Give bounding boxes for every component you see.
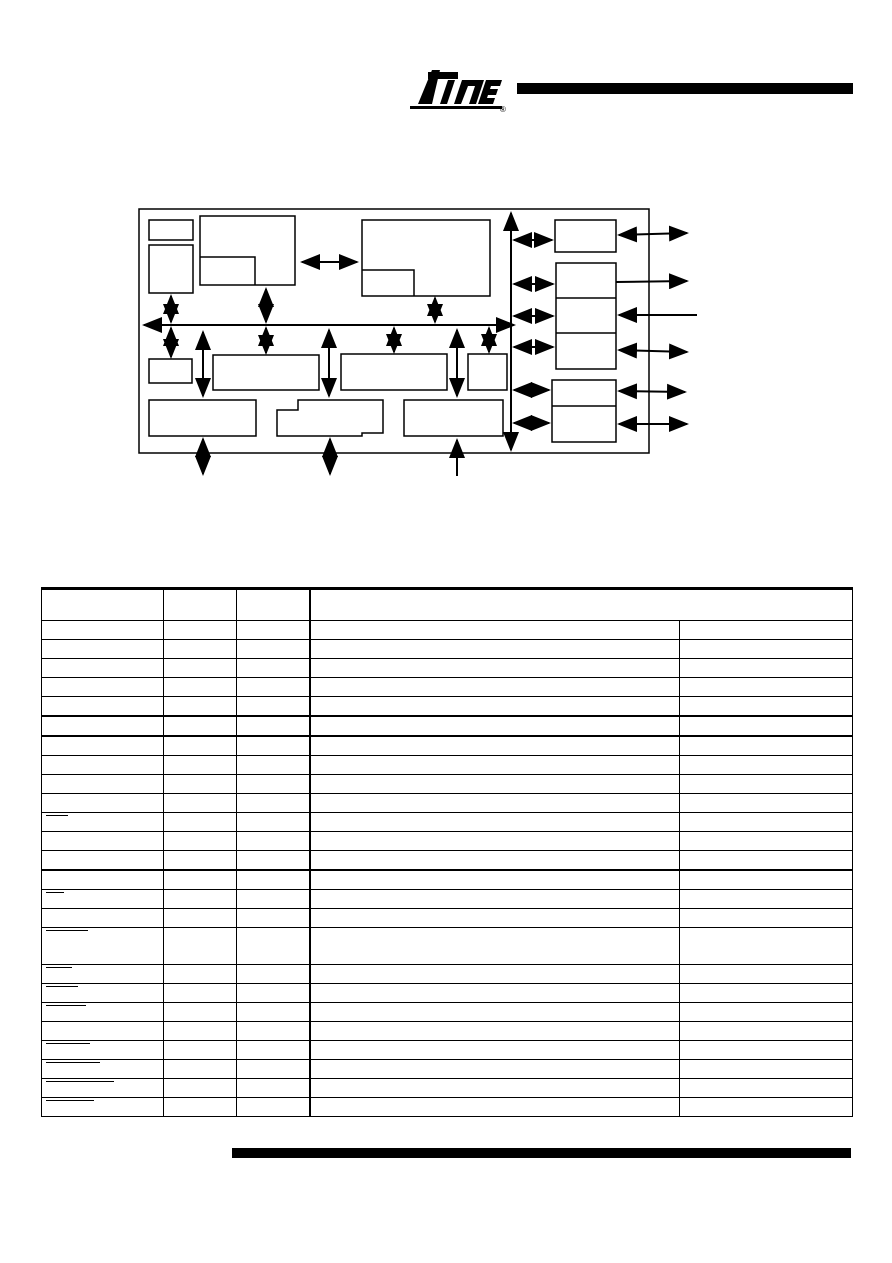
table-cell [237,678,310,697]
signal-cell [42,928,164,965]
table-cell [164,756,237,775]
signal-cell [42,984,164,1003]
active-low-overbar [46,892,64,899]
table-cell [680,1098,853,1117]
table-cell [680,813,853,832]
description-cell [310,1098,680,1117]
signal-cell [42,697,164,717]
block-periph-2 [556,263,616,369]
table-cell [237,965,310,984]
table-header-row [42,589,853,621]
table-cell [164,697,237,717]
table-cell [164,1003,237,1022]
active-low-overbar [46,1081,114,1088]
description-cell [310,621,680,640]
signal-cell [42,813,164,832]
table-cell [237,794,310,813]
table-cell [237,1098,310,1117]
table-cell [680,928,853,965]
block-bottom-1 [149,400,256,436]
table-cell [164,909,237,928]
header-col3 [237,589,310,621]
table-row [42,909,853,928]
description-cell [310,813,680,832]
block-small-top [149,220,193,240]
description-cell [310,928,680,965]
table-cell [680,756,853,775]
table-row [42,1003,853,1022]
signal-cell [42,1041,164,1060]
table-row [42,678,853,697]
table-cell [237,832,310,851]
table-cell [164,984,237,1003]
table-cell [237,928,310,965]
signal-cell [42,1003,164,1022]
table-cell [680,775,853,794]
active-low-overbar [46,1005,86,1012]
table-row [42,659,853,678]
table-cell [680,736,853,756]
table-cell [164,736,237,756]
signal-cell [42,1098,164,1117]
table-cell [680,621,853,640]
table-cell [680,1003,853,1022]
table-cell [164,1060,237,1079]
table-cell [237,697,310,717]
table-cell [680,794,853,813]
signal-cell [42,890,164,909]
description-cell [310,1041,680,1060]
signal-cell [42,678,164,697]
signal-cell [42,832,164,851]
table-row [42,1079,853,1098]
pin-description-table [41,587,853,1117]
block-periph-3 [552,380,616,442]
description-cell [310,678,680,697]
description-cell [310,756,680,775]
block-mid-right [468,354,507,390]
table-cell [164,794,237,813]
signal-cell [42,775,164,794]
table-cell [237,659,310,678]
table-row [42,621,853,640]
table-cell [164,678,237,697]
description-cell [310,716,680,736]
block-bottom-3 [404,400,503,436]
active-low-overbar [46,1100,94,1107]
header-col2 [164,589,237,621]
table-cell [164,775,237,794]
table-cell [237,909,310,928]
block-diagram [0,0,892,500]
table-cell [680,965,853,984]
table-cell [237,640,310,659]
table-cell [164,640,237,659]
registered-mark: ® [500,105,506,114]
table-cell [680,678,853,697]
header-signal [42,589,164,621]
block-mid-small [149,359,192,383]
table-cell [237,775,310,794]
table-row [42,1041,853,1060]
table-cell [237,1041,310,1060]
table-row [42,890,853,909]
table-row [42,965,853,984]
table-cell [237,716,310,736]
active-low-overbar [46,1062,100,1069]
table-row [42,697,853,717]
signal-cell [42,1079,164,1098]
table-cell [164,832,237,851]
description-cell [310,1079,680,1098]
table-cell [237,870,310,890]
table-cell [680,851,853,871]
table-cell [237,890,310,909]
description-cell [310,659,680,678]
table-cell [680,1060,853,1079]
header-description [310,589,853,621]
table-cell [164,1041,237,1060]
block-bottom-2 [277,400,383,436]
table-row [42,1060,853,1079]
description-cell [310,775,680,794]
table-row [42,775,853,794]
table-row [42,984,853,1003]
table-cell [680,697,853,717]
table-cell [680,890,853,909]
table-row [42,851,853,871]
signal-cell [42,640,164,659]
table-cell [680,1079,853,1098]
table-row [42,640,853,659]
description-cell [310,909,680,928]
table-cell [680,640,853,659]
table-row [42,1098,853,1117]
table-cell [164,928,237,965]
table-cell [680,716,853,736]
table-cell [164,716,237,736]
description-cell [310,1060,680,1079]
table-cell [237,813,310,832]
table-row [42,1022,853,1041]
signal-cell [42,851,164,871]
table-row [42,928,853,965]
table-cell [237,984,310,1003]
table-cell [164,965,237,984]
block-memory-2-inner [362,270,414,296]
description-cell [310,851,680,871]
block-cpu-left [149,245,193,293]
table-cell [237,1003,310,1022]
block-mid-2 [341,354,447,390]
description-cell [310,736,680,756]
table-cell [164,659,237,678]
table-cell [237,1079,310,1098]
table-cell [680,659,853,678]
signal-cell [42,794,164,813]
table-cell [680,1022,853,1041]
block-memory-2 [362,220,490,296]
signal-cell [42,736,164,756]
active-low-overbar [46,967,72,974]
signal-cell [42,1060,164,1079]
signal-cell [42,716,164,736]
description-cell [310,984,680,1003]
description-cell [310,965,680,984]
signal-cell [42,659,164,678]
description-cell [310,832,680,851]
table-row [42,813,853,832]
signal-cell [42,870,164,890]
block-memory-1-inner [200,257,255,285]
table-cell [237,756,310,775]
block-periph-1 [555,220,616,252]
table-cell [164,890,237,909]
description-cell [310,697,680,717]
table-cell [164,813,237,832]
table-cell [164,1022,237,1041]
signal-cell [42,909,164,928]
block-memory-1 [200,216,295,285]
table-cell [237,1022,310,1041]
table-cell [680,1041,853,1060]
description-cell [310,640,680,659]
active-low-overbar [46,930,88,937]
table-cell [237,851,310,871]
description-cell [310,890,680,909]
active-low-overbar [46,815,68,822]
description-cell [310,870,680,890]
table-cell [680,909,853,928]
signal-cell [42,621,164,640]
table-cell [237,621,310,640]
table-cell [164,621,237,640]
active-low-overbar [46,1043,90,1050]
table-cell [680,984,853,1003]
table-cell [164,851,237,871]
table-cell [237,736,310,756]
signal-cell [42,965,164,984]
table-cell [680,870,853,890]
table-row [42,794,853,813]
table-cell [164,870,237,890]
description-cell [310,1003,680,1022]
description-cell [310,794,680,813]
footer-rule [232,1148,851,1158]
active-low-overbar [46,986,78,993]
block-mid-1 [213,355,319,390]
signal-cell [42,756,164,775]
table-cell [237,1060,310,1079]
signal-cell [42,1022,164,1041]
table-row [42,832,853,851]
table-cell [164,1079,237,1098]
table-cell [680,832,853,851]
table-cell [164,1098,237,1117]
table-row [42,716,853,736]
description-cell [310,1022,680,1041]
table-row [42,870,853,890]
table-row [42,736,853,756]
table-row [42,756,853,775]
